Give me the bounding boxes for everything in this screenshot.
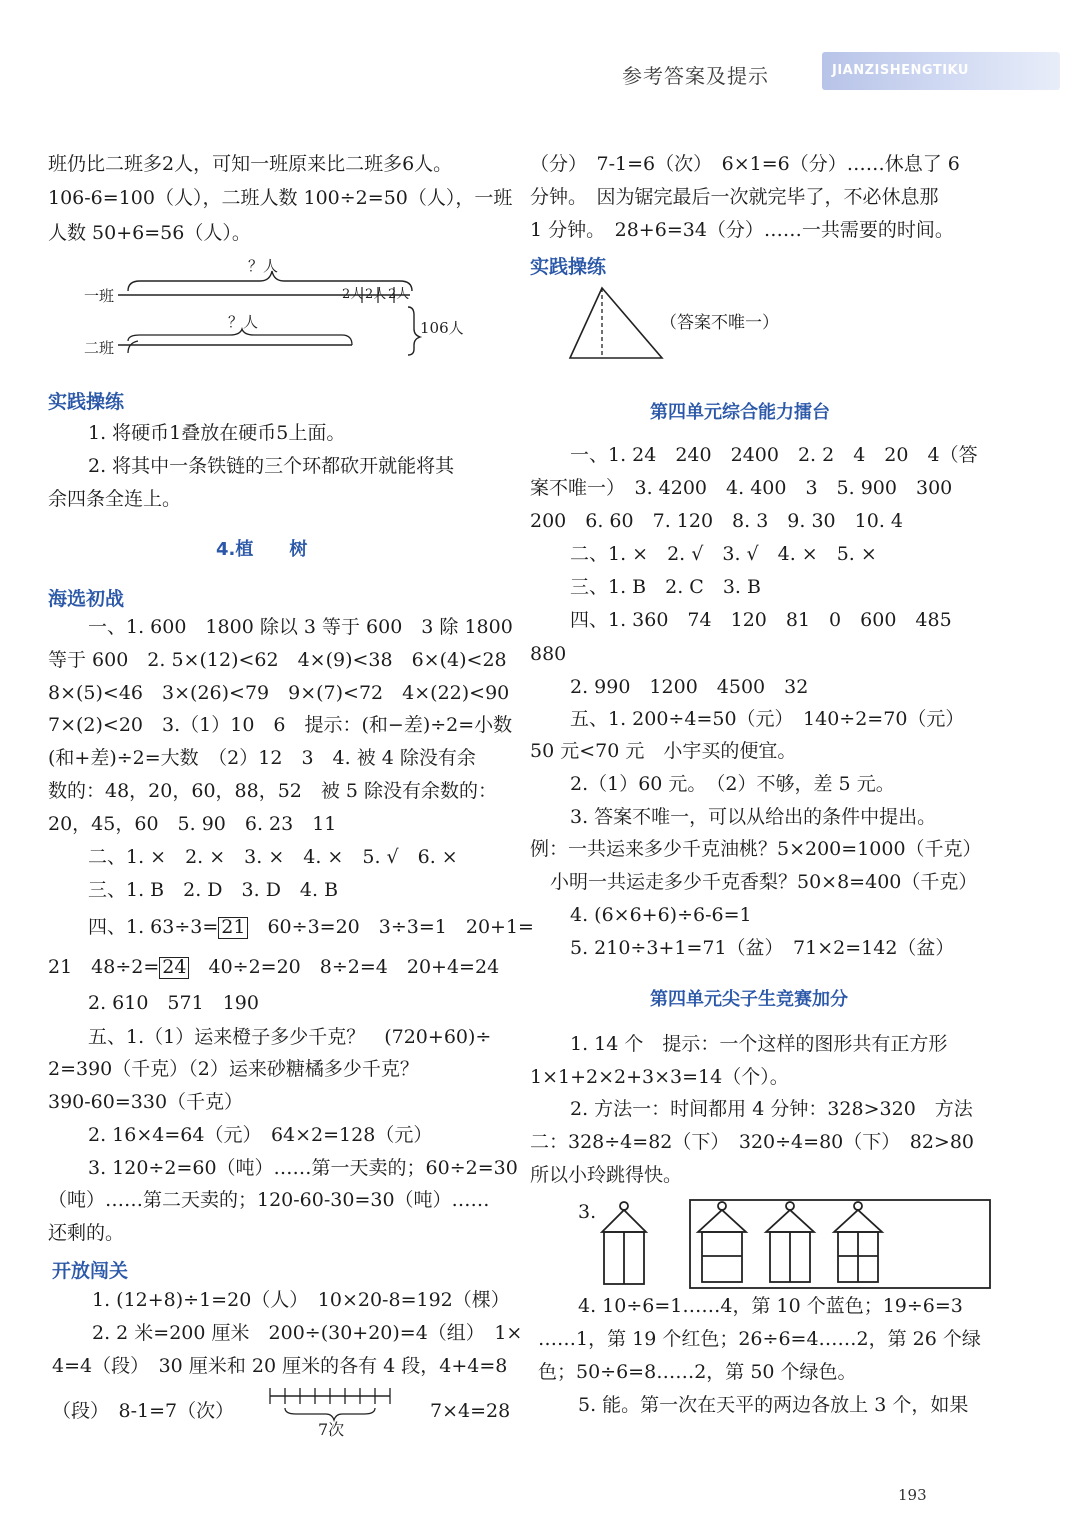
text-line: 1. (12+8)÷1=20（人） 10×20-8=192（棵） bbox=[92, 1289, 510, 1311]
header-badge: JIANZISHENGTIKU bbox=[822, 52, 1060, 90]
text-line: 色；50÷6=8……2，第 50 个绿色。 bbox=[538, 1361, 857, 1383]
text-line: 390-60=330（千克） bbox=[48, 1091, 244, 1113]
text-line: 5. 210÷3+1=71（盆） 71×2=142（盆） bbox=[570, 937, 955, 959]
text-line: 数的：48，20，60，88，52 被 5 除没有余数的： bbox=[48, 780, 498, 802]
diagram-class1: 一班 bbox=[84, 287, 115, 305]
text-line: 2. 610 571 190 bbox=[88, 992, 259, 1014]
intro-line: 人数 50+6=56（人）。 bbox=[48, 222, 251, 244]
text-line: 2. 方法一：时间都用 4 分钟：328>320 方法 bbox=[570, 1098, 973, 1120]
text-line: 还剩的。 bbox=[48, 1222, 125, 1244]
text-line: 二、1. × 2. √ 3. √ 4. × 5. × bbox=[570, 543, 877, 565]
diagram-q1: ？人 bbox=[248, 257, 279, 275]
diagram-class2: 二班 bbox=[84, 339, 115, 357]
text-line: 余四条全连上。 bbox=[48, 488, 182, 510]
text-line: 2. 16×4=64（元） 64×2=128（元） bbox=[88, 1124, 433, 1146]
text-line: 4. 10÷6=1……4，第 10 个蓝色；19÷6=3 bbox=[578, 1295, 963, 1317]
text-line: 1. 将硬币1叠放在硬币5上面。 bbox=[88, 422, 346, 444]
text-line: 7×(2)<20 3.（1）10 6 提示：(和−差)÷2=小数 bbox=[48, 714, 513, 736]
text-line: 2.（1）60 元。 （2）不够，差 5 元。 bbox=[570, 773, 895, 795]
text-line: ……1，第 19 个红色；26÷6=4……2，第 26 个绿 bbox=[538, 1328, 981, 1350]
segment-label: 2人 bbox=[342, 287, 364, 302]
house-figures bbox=[598, 1196, 994, 1292]
intro-line: 班仍比二班多2人，可知一班原来比二班多6人。 bbox=[48, 153, 453, 175]
text-line: 2. 将其中一条铁链的三个环都砍开就能将其 bbox=[88, 455, 455, 477]
text-line: （分） 7-1=6（次） 6×1=6（分）……休息了 6 bbox=[530, 153, 960, 175]
text-line: 2=390（千克）（2）运来砂糖橘多少千克？ bbox=[48, 1058, 419, 1080]
header-title: 参考答案及提示 bbox=[622, 64, 769, 88]
intro-line: 106-6=100（人），二班人数 100÷2=50（人），一班 bbox=[48, 187, 513, 209]
segment-label: 2人 bbox=[365, 287, 387, 302]
text-line: 8×(5)<46 3×(26)<79 9×(7)<72 4×(22)<90 bbox=[48, 682, 510, 704]
text-line: 二、1. × 2. × 3. × 4. × 5. √ 6. × bbox=[88, 846, 458, 868]
text-line: 案不唯一） 3. 4200 4. 400 3 5. 900 300 bbox=[530, 477, 953, 499]
segment-label: 2人 bbox=[388, 287, 410, 302]
triangle-figure bbox=[568, 286, 666, 362]
text-line: (和+差)÷2=大数 （2）12 3 4. 被 4 除没有余 bbox=[48, 747, 476, 769]
text-line: 5. 能。第一次在天平的两边各放上 3 个，如果 bbox=[578, 1394, 969, 1416]
text-line: 2. 990 1200 4500 32 bbox=[570, 676, 809, 698]
text-line: 3. 答案不唯一，可以从给出的条件中提出。 bbox=[570, 806, 937, 828]
text-line: 200 6. 60 7. 120 8. 3 9. 30 10. 4 bbox=[530, 510, 903, 532]
text-line: 二：328÷4=82（下） 320÷4=80（下） 82>80 bbox=[530, 1131, 975, 1153]
text-line: 三、1. B 2. C 3. B bbox=[570, 576, 761, 598]
page-number: 193 bbox=[898, 1486, 927, 1504]
text-line: 一、1. 24 240 2400 2. 2 4 20 4（答 bbox=[570, 444, 978, 466]
unit-title: 第四单元综合能力擂台 bbox=[650, 402, 830, 423]
text-line: 所以小玲跳得快。 bbox=[530, 1164, 683, 1186]
section-title: 4.植 树 bbox=[216, 539, 308, 560]
heading-haixuan: 海选初战 bbox=[48, 588, 125, 610]
text-line: 例：一共运来多少千克油桃？5×200=1000（千克） bbox=[530, 838, 982, 860]
text-line: 3. 120÷2=60（吨）……第一天卖的；60÷2=30 bbox=[88, 1157, 518, 1179]
heading-practice: 实践操练 bbox=[48, 391, 125, 413]
diagram-total: 106人 bbox=[420, 319, 464, 337]
saw-cut-diagram bbox=[268, 1382, 394, 1438]
text-line: 三、1. B 2. D 3. D 4. B bbox=[88, 879, 339, 901]
diagram-q2: ？人 bbox=[228, 313, 259, 331]
text-line: 880 bbox=[530, 643, 567, 665]
text-line: 20，45，60 5. 90 6. 23 11 bbox=[48, 813, 337, 835]
text-line: 2. 2 米=200 厘米 200÷(30+20)=4（组） 1× bbox=[92, 1322, 523, 1344]
text-line: 21 48÷2= 24 40÷2=20 8÷2=4 20+4=24 bbox=[48, 956, 500, 978]
text-line: 小明一共运走多少千克香梨？50×8=400（千克） bbox=[550, 871, 978, 893]
text-line: 五、1.（1）运来橙子多少千克？ (720+60)÷ bbox=[88, 1026, 492, 1048]
unit-title: 第四单元尖子生竞赛加分 bbox=[650, 989, 848, 1010]
line-segment-diagram bbox=[80, 255, 480, 365]
text-line: 一、1. 600 1800 除以 3 等于 600 3 除 1800 bbox=[88, 616, 513, 638]
text-line: 等于 600 2. 5×(12)<62 4×(9)<38 6×(4)<28 bbox=[48, 649, 507, 671]
text-line: 1×1+2×2+3×3=14（个）。 bbox=[530, 1066, 789, 1088]
brace-total bbox=[408, 307, 420, 355]
heading-practice: 实践操练 bbox=[530, 256, 607, 278]
times-label: 7次 bbox=[318, 1420, 345, 1438]
text-line: 分钟。 因为锯完最后一次就完毕了，不必休息那 bbox=[530, 186, 939, 208]
text-line: 4. (6×6+6)÷6-6=1 bbox=[570, 904, 752, 926]
text-line: （段） 8-1=7（次） bbox=[52, 1400, 235, 1422]
text-line: 四、1. 63÷3= 21 60÷3=20 3÷3=1 20+1= bbox=[88, 916, 534, 938]
text-line: 1. 14 个 提示：一个这样的图形共有正方形 bbox=[570, 1033, 948, 1055]
text-line: 7×4=28 bbox=[430, 1400, 511, 1422]
brace-class2 bbox=[128, 329, 352, 353]
text-line: 1 分钟。 28+6=34（分）……一共需要的时间。 bbox=[530, 219, 954, 241]
item-label: 3. bbox=[578, 1201, 597, 1223]
text-line: 五、1. 200÷4=50（元） 140÷2=70（元） bbox=[570, 708, 965, 730]
answer-box: 21 bbox=[218, 917, 248, 939]
text-line: （吨）……第二天卖的；120-60-30=30（吨）…… bbox=[48, 1189, 490, 1211]
text-line: 四、1. 360 74 120 81 0 600 485 bbox=[570, 609, 952, 631]
heading-kaifang: 开放闯关 bbox=[52, 1260, 129, 1282]
text-line: 4=4（段） 30 厘米和 20 厘米的各有 4 段，4+4=8 bbox=[52, 1355, 508, 1377]
answer-box: 24 bbox=[159, 957, 189, 979]
note-text: （答案不唯一） bbox=[660, 313, 779, 333]
text-line: 50 元<70 元 小宇买的便宜。 bbox=[530, 740, 797, 762]
